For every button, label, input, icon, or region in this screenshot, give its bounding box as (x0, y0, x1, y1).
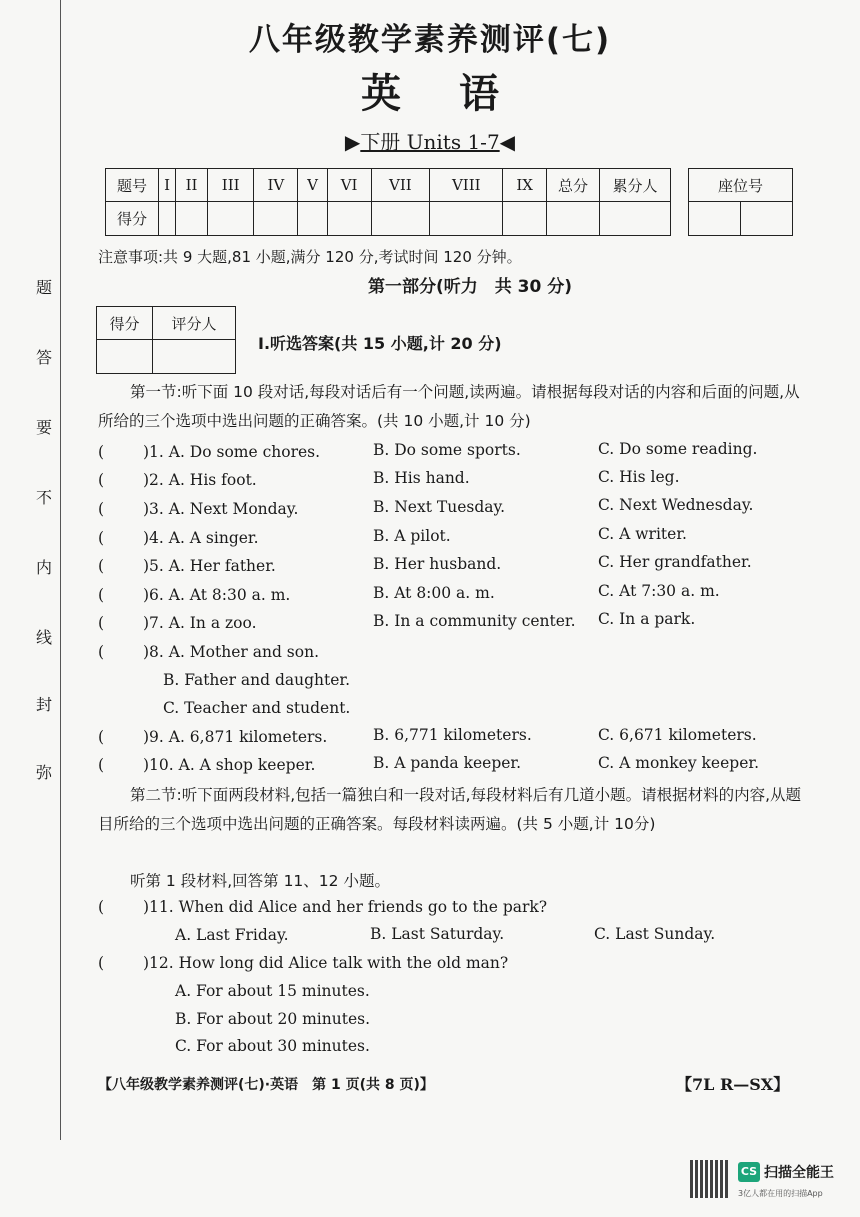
grader-name-cell[interactable] (152, 340, 235, 374)
score-col-grader: 累分人 (600, 169, 671, 202)
answer-paren[interactable]: ( (98, 500, 105, 518)
sidebar-char: 弥 (36, 763, 53, 782)
score-cell[interactable] (176, 202, 208, 236)
option-a: )3. A. Next Monday. (143, 500, 299, 518)
score-col-total: 总分 (547, 169, 600, 202)
option-b: B. His hand. (373, 469, 470, 487)
question-stem: )11. When did Alice and her friends go to the park? (143, 898, 548, 916)
scanner-logo-icon: CS (738, 1162, 760, 1182)
seat-cell[interactable] (740, 202, 792, 236)
subject-title: 英语 (361, 71, 557, 117)
score-col: IX (503, 169, 547, 202)
option-a: )1. A. Do some chores. (143, 443, 321, 461)
option-a: )6. A. At 8:30 a. m. (143, 586, 291, 604)
notice: 注意事项:共 9 大题,81 小题,满分 120 分,考试时间 120 分钟。 (98, 248, 522, 266)
scanner-app-name: 扫描全能王 (764, 1165, 834, 1181)
exam-title: 八年级教学素养测评(七) (248, 22, 612, 58)
option-c: C. At 7:30 a. m. (598, 582, 720, 600)
option-b: B. In a community center. (373, 612, 576, 630)
grader-box (96, 306, 236, 374)
option-c: C. Last Sunday. (594, 925, 716, 943)
seat-table (688, 168, 793, 236)
qr-code-icon (690, 1160, 728, 1198)
unit-scope (0, 126, 860, 155)
score-table (105, 168, 671, 236)
question-stem: )12. How long did Alice talk with the old man? (143, 954, 509, 972)
score-col: I (159, 169, 176, 202)
score-col: V (298, 169, 327, 202)
option-b: B. A pilot. (373, 527, 451, 545)
section-title: Ⅰ.听选答案(共 15 小题,计 20 分) (258, 334, 502, 353)
score-cell[interactable] (207, 202, 253, 236)
option-a: A. Last Friday. (175, 926, 289, 944)
option-a: )2. A. His foot. (143, 471, 257, 489)
score-cell[interactable] (327, 202, 371, 236)
grader-score-cell[interactable] (97, 340, 153, 374)
score-cell[interactable] (503, 202, 547, 236)
material-label: 听第 1 段材料,回答第 11、12 小题。 (130, 872, 390, 890)
left-arrow-icon: ▶ (344, 130, 361, 154)
option-c: C. In a park. (598, 610, 696, 628)
option-b: B. A panda keeper. (373, 754, 522, 772)
answer-paren[interactable]: ( (98, 756, 105, 774)
score-cell[interactable] (371, 202, 430, 236)
score-cell[interactable] (600, 202, 671, 236)
option-c: C. 6,671 kilometers. (598, 726, 757, 744)
option-a: )5. A. Her father. (143, 557, 276, 575)
answer-paren[interactable]: ( (98, 471, 105, 489)
option-b: B. For about 20 minutes. (175, 1010, 371, 1028)
answer-paren[interactable]: ( (98, 898, 105, 916)
section1-instructions: 第一节:听下面 10 段对话,每段对话后有一个问题,读两遍。请根据每段对话的内容和后面的问题,从所给的三个选项中选出问题的正确答案。(共 10 小题,计 10 分) (98, 383, 800, 430)
answer-paren[interactable]: ( (98, 614, 105, 632)
option-b: B. Father and daughter. (163, 671, 351, 689)
answer-paren[interactable]: ( (98, 443, 105, 461)
option-c: C. His leg. (598, 468, 680, 486)
sidebar-char: 要 (36, 418, 53, 437)
score-col: VIII (430, 169, 503, 202)
option-b: B. Do some sports. (373, 441, 521, 459)
sidebar-char: 不 (36, 488, 53, 507)
scope-text: 下册 Units 1-7 (360, 130, 500, 154)
score-table-header: 题号 (106, 169, 159, 202)
sidebar-char: 封 (36, 695, 53, 714)
option-c: C. Her grandfather. (598, 553, 752, 571)
section2-instructions: 第二节:听下面两段材料,包括一篇独白和一段对话,每段材料后有几道小题。请根据材料的内容,从题目所给的三个选项中选出问题的正确答案。每段材料读两遍。(共 5 小题,计 10分) (98, 786, 802, 833)
answer-paren[interactable]: ( (98, 643, 105, 661)
grader-score-label: 得分 (97, 307, 153, 340)
answer-paren[interactable]: ( (98, 954, 105, 972)
option-b: B. Next Tuesday. (373, 498, 506, 516)
score-cell[interactable] (547, 202, 600, 236)
score-cell[interactable] (254, 202, 298, 236)
sidebar-char: 题 (36, 278, 53, 297)
score-col: VI (327, 169, 371, 202)
page-footer: 【八年级教学素养测评(七)·英语 第 1 页(共 8 页)】 (98, 1077, 434, 1093)
grader-name-label: 评分人 (152, 307, 235, 340)
option-b: B. Last Saturday. (370, 925, 505, 943)
option-b: B. 6,771 kilometers. (373, 726, 532, 744)
option-c: C. Teacher and student. (163, 699, 351, 717)
option-a: )10. A. A shop keeper. (143, 756, 316, 774)
option-a: )4. A. A singer. (143, 529, 259, 547)
option-c: C. Do some reading. (598, 440, 758, 458)
sidebar-char: 答 (36, 348, 53, 367)
sidebar-char: 内 (36, 558, 53, 577)
seat-label: 座位号 (689, 169, 793, 202)
answer-paren[interactable]: ( (98, 529, 105, 547)
right-arrow-icon: ◀ (499, 130, 516, 154)
exam-code: 【7L R—SX】 (676, 1075, 790, 1094)
score-col: IV (254, 169, 298, 202)
score-col: II (176, 169, 208, 202)
option-b: B. Her husband. (373, 555, 502, 573)
option-c: C. Next Wednesday. (598, 496, 754, 514)
option-a: A. For about 15 minutes. (175, 982, 370, 1000)
option-a: )9. A. 6,871 kilometers. (143, 728, 328, 746)
score-row-label: 得分 (106, 202, 159, 236)
option-c: C. A writer. (598, 525, 687, 543)
binding-margin (0, 0, 61, 1140)
option-c: C. For about 30 minutes. (175, 1037, 370, 1055)
score-cell[interactable] (298, 202, 327, 236)
seat-cell[interactable] (689, 202, 741, 236)
answer-paren[interactable]: ( (98, 586, 105, 604)
answer-paren[interactable]: ( (98, 728, 105, 746)
score-cell[interactable] (430, 202, 503, 236)
part-title: 第一部分(听力 共 30 分) (367, 277, 573, 297)
score-cell[interactable] (159, 202, 176, 236)
option-b: B. At 8:00 a. m. (373, 584, 495, 602)
sidebar-char: 线 (36, 628, 53, 647)
scanner-tagline: 3亿人都在用的扫描App (738, 1189, 823, 1198)
option-a: )8. A. Mother and son. (143, 643, 320, 661)
score-col: III (207, 169, 253, 202)
option-a: )7. A. In a zoo. (143, 614, 257, 632)
option-c: C. A monkey keeper. (598, 754, 760, 772)
answer-paren[interactable]: ( (98, 557, 105, 575)
score-col: VII (371, 169, 430, 202)
